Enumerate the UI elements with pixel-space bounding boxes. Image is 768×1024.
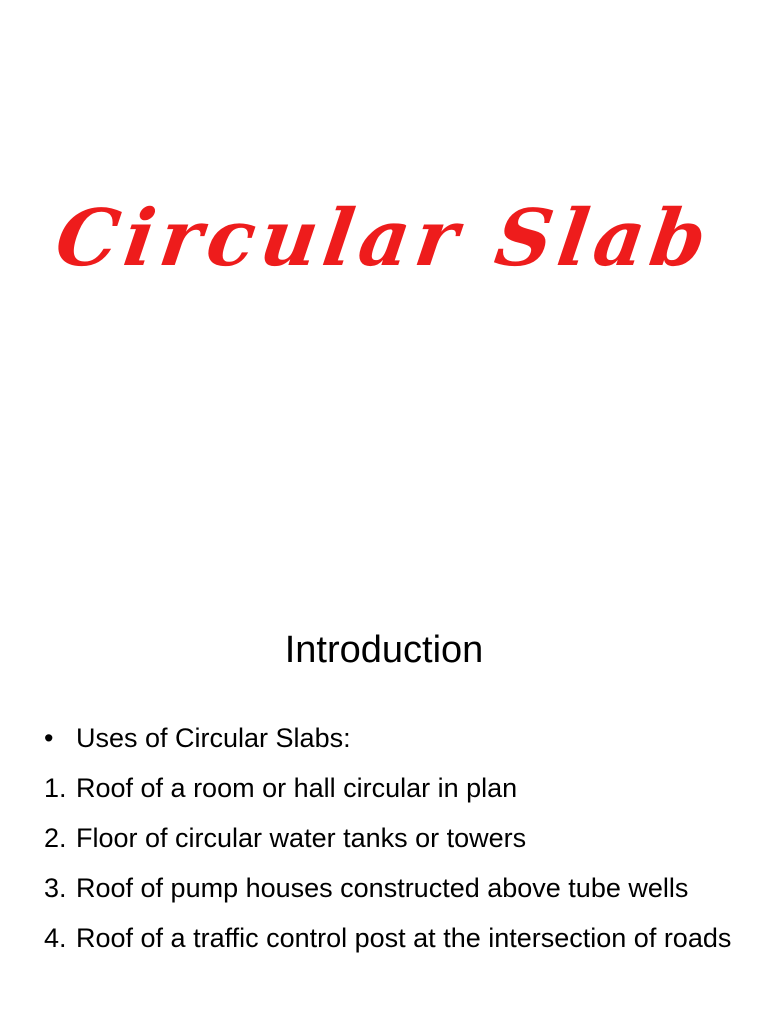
list-number: 2. bbox=[44, 823, 67, 853]
list-text: Floor of circular water tanks or towers bbox=[76, 823, 527, 853]
slide-title: Circular Slab bbox=[50, 193, 718, 284]
list-item bbox=[44, 868, 734, 908]
intro-slide bbox=[0, 576, 768, 1024]
bullet-text: Uses of Circular Slabs: bbox=[76, 723, 351, 753]
list-item bbox=[44, 918, 734, 958]
list-item bbox=[44, 818, 734, 858]
bullet-marker: • bbox=[44, 723, 54, 753]
list-number: 3. bbox=[44, 873, 67, 903]
intro-heading: Introduction bbox=[284, 629, 484, 671]
list-item bbox=[44, 768, 734, 808]
list-text: Roof of a traffic control post at the intersection of roads bbox=[76, 923, 732, 953]
bullet-uses bbox=[44, 718, 734, 758]
intro-content bbox=[44, 718, 734, 968]
list-number: 1. bbox=[44, 773, 67, 803]
list-text: Roof of pump houses constructed above tube wells bbox=[76, 873, 689, 903]
list-number: 4. bbox=[44, 923, 67, 953]
list-text: Roof of a room or hall circular in plan bbox=[76, 773, 518, 803]
